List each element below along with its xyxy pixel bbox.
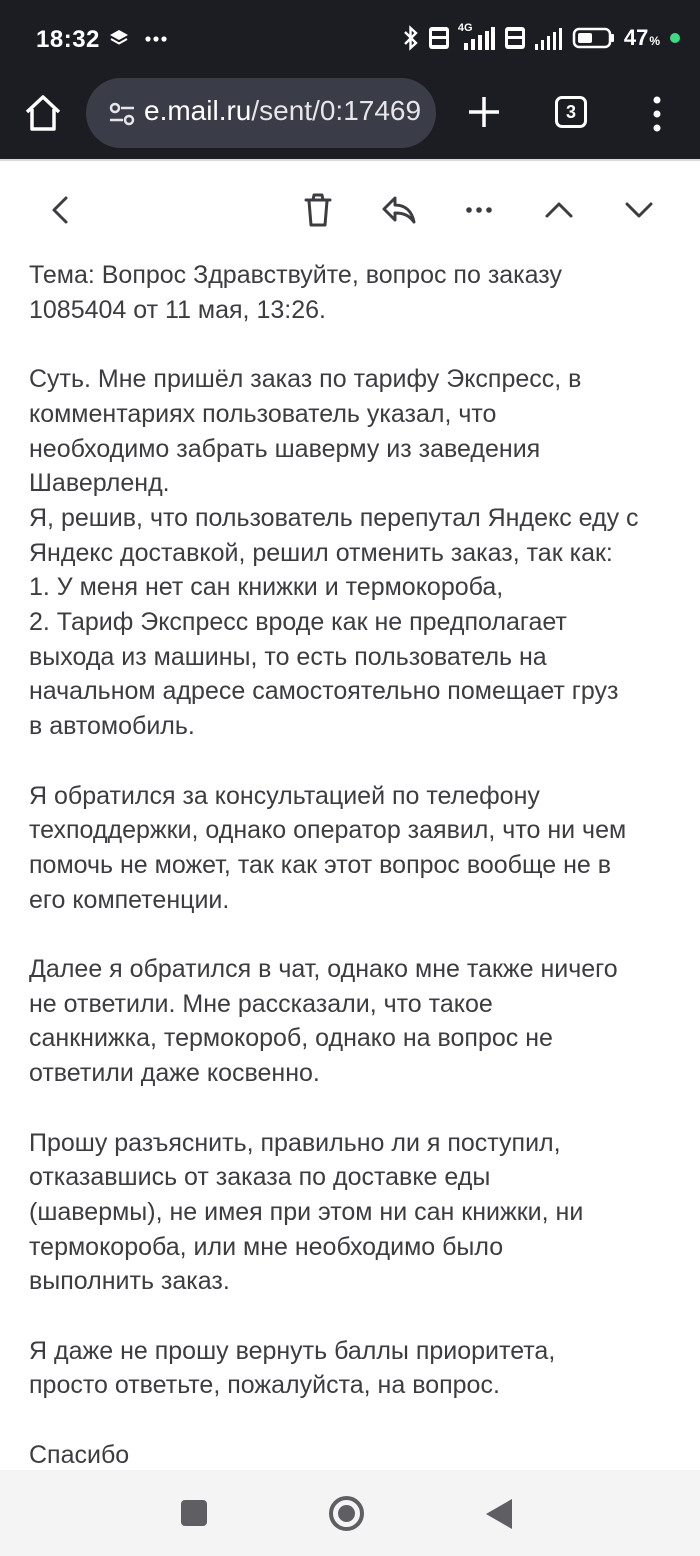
reply-icon[interactable] bbox=[379, 190, 419, 230]
battery-icon bbox=[572, 26, 616, 50]
status-bar bbox=[0, 0, 700, 78]
home-icon[interactable] bbox=[22, 92, 64, 134]
message-paragraph: Суть. Мне пришёл заказ по тарифу Экспресс, в комментариях пользователь указал, что необходимо забрать шаверму из заведения Шаверленд. Я, решив, что пользователь перепутал Яндекс еду с Яндекс доставкой, решил отменить заказ, так как: 1. У меня нет сан книжки и термокороба, 2. Тариф Экспресс вроде как не предполагает выхода из машины, то есть пользователь на начальном адресе самостоятельно помещает груз в автомобиль. bbox=[29, 365, 639, 741]
message-paragraph: Далее я обратился в чат, однако мне также ничего не ответили. Мне рассказали, что такое санкнижка, термокороб, однако на вопрос не ответили даже косвенно. bbox=[29, 955, 618, 1088]
signal-icon bbox=[458, 24, 496, 52]
signal-4g bbox=[458, 24, 496, 52]
message-paragraph: Прошу разъяснить, правильно ли я поступил, отказавшись от заказа по доставке еды (шавермы), не имея при этом ни сан книжки, ни термокороба, или мне необходимо было выполнить заказ. bbox=[29, 1128, 584, 1296]
home-circle-icon[interactable] bbox=[329, 1496, 364, 1531]
battery-percent: 47% bbox=[623, 25, 660, 50]
message-paragraph: Я даже не прошу вернуть баллы приоритета, просто ответьте, пожалуйста, на вопрос. bbox=[29, 1336, 556, 1400]
overflow-menu-icon[interactable] bbox=[648, 94, 666, 134]
divider bbox=[0, 159, 700, 161]
address-bar[interactable] bbox=[86, 78, 436, 148]
chevron-up-icon[interactable] bbox=[539, 190, 579, 230]
message-paragraph: Я обратился за консультацией по телефону техподдержки, однако оператор заявил, что ни чем помочь не может, так как этот вопрос вообще не в его компетенции. bbox=[29, 781, 627, 914]
system-nav-bar bbox=[0, 1470, 700, 1556]
message-paragraph: Тема: Вопрос Здравствуйте, вопрос по заказу 1085404 от 11 мая, 13:26. bbox=[29, 261, 562, 324]
chevron-down-icon[interactable] bbox=[619, 190, 659, 230]
signal-icon bbox=[534, 25, 564, 51]
back-triangle-icon[interactable] bbox=[486, 1499, 512, 1529]
new-tab-icon[interactable] bbox=[464, 92, 504, 132]
status-time: 18:32 bbox=[36, 26, 100, 53]
recents-square-icon[interactable] bbox=[181, 1500, 207, 1526]
back-chevron-icon[interactable] bbox=[41, 190, 81, 230]
more-dots-icon bbox=[144, 35, 168, 43]
url-text[interactable]: e.mail.ru/sent/0:17469 bbox=[144, 95, 422, 126]
bluetooth-icon bbox=[402, 24, 420, 52]
mail-toolbar bbox=[0, 162, 700, 258]
site-settings-icon[interactable] bbox=[108, 100, 136, 128]
more-horizontal-icon[interactable] bbox=[459, 190, 499, 230]
privacy-indicator-dot bbox=[670, 33, 680, 43]
trash-icon[interactable] bbox=[298, 190, 338, 230]
volte-icon bbox=[428, 26, 450, 50]
message-body bbox=[29, 258, 679, 1470]
browser-toolbar bbox=[0, 78, 700, 160]
tab-switcher-button[interactable]: 3 bbox=[555, 96, 587, 128]
volte-icon bbox=[504, 26, 526, 50]
network-type: 4G bbox=[457, 22, 473, 34]
layers-icon bbox=[108, 28, 130, 50]
message-signoff: Спасибо bbox=[29, 1440, 130, 1469]
